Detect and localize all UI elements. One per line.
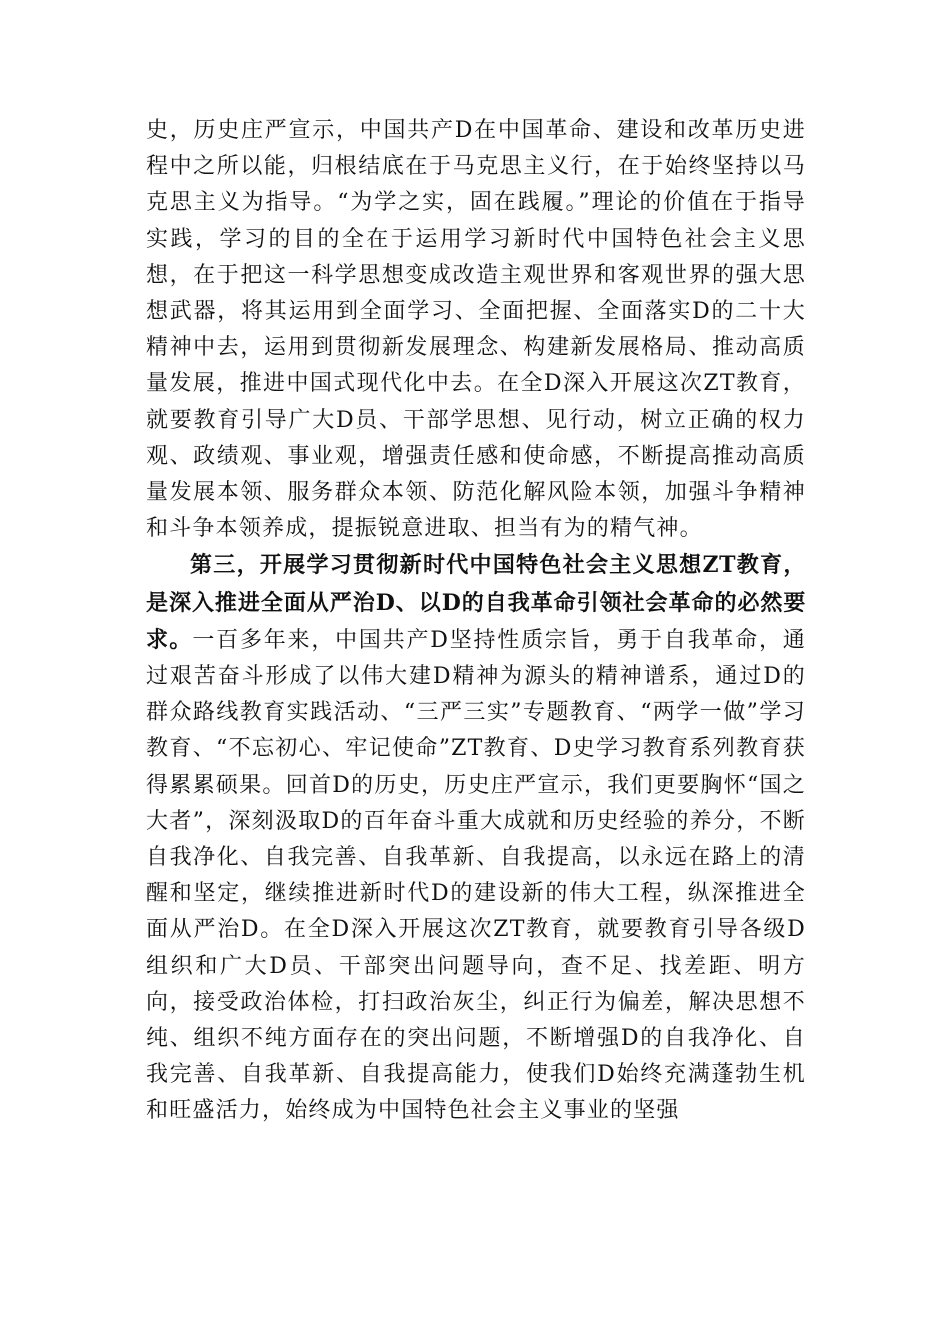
paragraph-2-body: 一百多年来，中国共产D坚持性质宗旨，勇于自我革命，通过艰苦奋斗形成了以伟大建D精神为源头的精神谱系，通过D的群众路线教育实践活动、“三严三实”专题教育、“两学一做”学习教育、“不忘初心、牢记使命”ZT教育、D史学习教育系列教育获得累累硕果。回首D的历史，历史庄严宣示，我们更要胸怀“国之大者”，深刻汲取D的百年奋斗重大成就和历史经验的养分，不断自我净化、自我完善、自我革新、自我提高，以永远在路上的清醒和坚定，继续推进新时代D的建设新的伟大工程，纵深推进全面从严治D。在全D深入开展这次ZT教育，就要教育引导各级D组织和广大D员、干部突出问题导向，查不足、找差距、明方向，接受政治体检，打扫政治灰尘，纠正行为偏差，解决思想不纯、组织不纯方面存在的突出问题，不断增强D的自我净化、自我完善、自我革新、自我提高能力，使我们D始终充满蓬勃生机和旺盛活力，始终成为中国特色社会主义事业的坚强 xyxy=(146,627,807,1124)
paragraph-2 xyxy=(146,547,806,1129)
paragraph-2-heading: 第三，开展学习贯彻新时代中国特色社会主义思想ZT教育，是深入推进全面从严治D、以D的自我革命引领社会革命的必然要求。 xyxy=(146,552,806,653)
document-page xyxy=(146,113,806,1130)
paragraph-1: 史，历史庄严宣示，中国共产D在中国革命、建设和改革历史进程中之所以能，归根结底在于马克思主义行，在于始终坚持以马克思主义为指导。“为学之实，固在践履。”理论的价值在于指导实践，学习的目的全在于运用学习新时代中国特色社会主义思想，在于把这一科学思想变成改造主观世界和客观世界的强大思想武器，将其运用到全面学习、全面把握、全面落实D的二十大精神中去，运用到贯彻新发展理念、构建新发展格局、推动高质量发展，推进中国式现代化中去。在全D深入开展这次ZT教育，就要教育引导广大D员、干部学思想、见行动，树立正确的权力观、政绩观、事业观，增强责任感和使命感，不断提高推动高质量发展本领、服务群众本领、防范化解风险本领，加强斗争精神和斗争本领养成，提振锐意进取、担当有为的精气神。 xyxy=(146,118,806,542)
